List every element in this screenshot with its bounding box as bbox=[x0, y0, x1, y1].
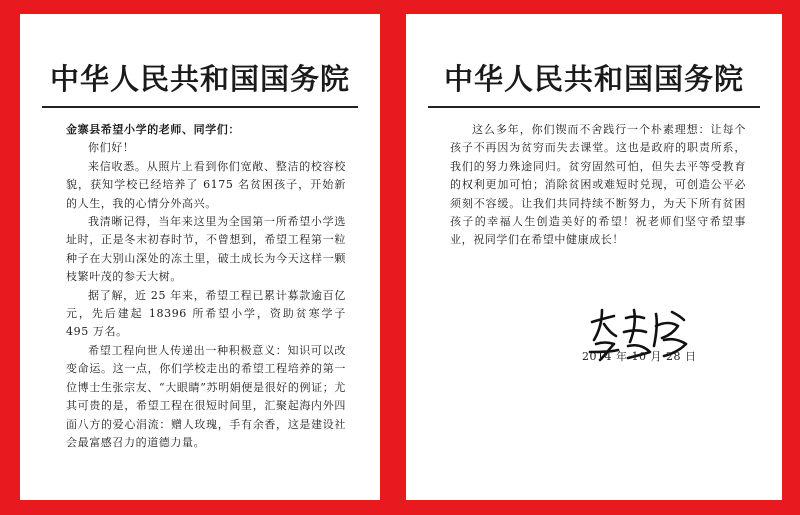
paragraph: 来信收悉。从照片上看到你们宽敞、整洁的校容校貌，获知学校已经培养了 6175 名贫困孩子，开始新的人生，我的心情分外高兴。 bbox=[66, 159, 346, 210]
letter-page-right bbox=[406, 14, 782, 500]
paragraph: 这么多年，你们锲而不舍践行一个朴素理想：让每个孩子不再因为贫穷而失去课堂。这也是政府的职责所系，我们的努力殊途同归。贫穷固然可怕，但失去平等受教育的权利更加可怕；消除贫困或难短时兑现，可创造公平必须刻不容缓。让我们共同持续不断努力，为天下所有贫困孩子的幸福人生创造美好的希望！祝老师们坚守希望事业，祝同学们在希望中健康成长！ bbox=[450, 123, 746, 247]
signature-date: 2014 年 10 月 28 日 bbox=[582, 350, 697, 363]
letterhead-rule bbox=[42, 106, 358, 108]
paragraph: 据了解，近 25 年来，希望工程已累计募款逾百亿元，先后建起 18396 所希望小学，资助贫寒学子 495 万名。 bbox=[66, 288, 346, 339]
paragraph: 我清晰记得，当年来这里为全国第一所希望小学选址时，正是冬末初春时节，不曾想到，希望工程第一粒种子在大别山深处的冻土里，破土成长为今天这样一颗枝繁叶茂的参天大树。 bbox=[66, 215, 346, 284]
letter-body bbox=[46, 121, 354, 452]
letterhead-rule bbox=[428, 106, 760, 108]
letter-body bbox=[432, 121, 756, 250]
letter-page-left bbox=[20, 14, 380, 500]
letterhead-title: 中华人民共和国国务院 bbox=[443, 62, 744, 96]
greeting: 你们好！ bbox=[88, 141, 135, 155]
letterhead-title: 中华人民共和国国务院 bbox=[49, 62, 350, 96]
salutation: 金寨县希望小学的老师、同学们： bbox=[66, 123, 240, 136]
paragraph: 希望工程向世人传递出一种积极意义：知识可以改变命运。这一点，你们学校走出的希望工程培养的第一位博士生张宗友、“大眼睛”苏明娟便是很好的例证；尤其可贵的是，希望工程在很短时间里，汇聚起海内外四面八方的爱心涓流：赠人玫瑰，手有余香，这是建设社会最富感召力的道德力量。 bbox=[66, 343, 346, 449]
